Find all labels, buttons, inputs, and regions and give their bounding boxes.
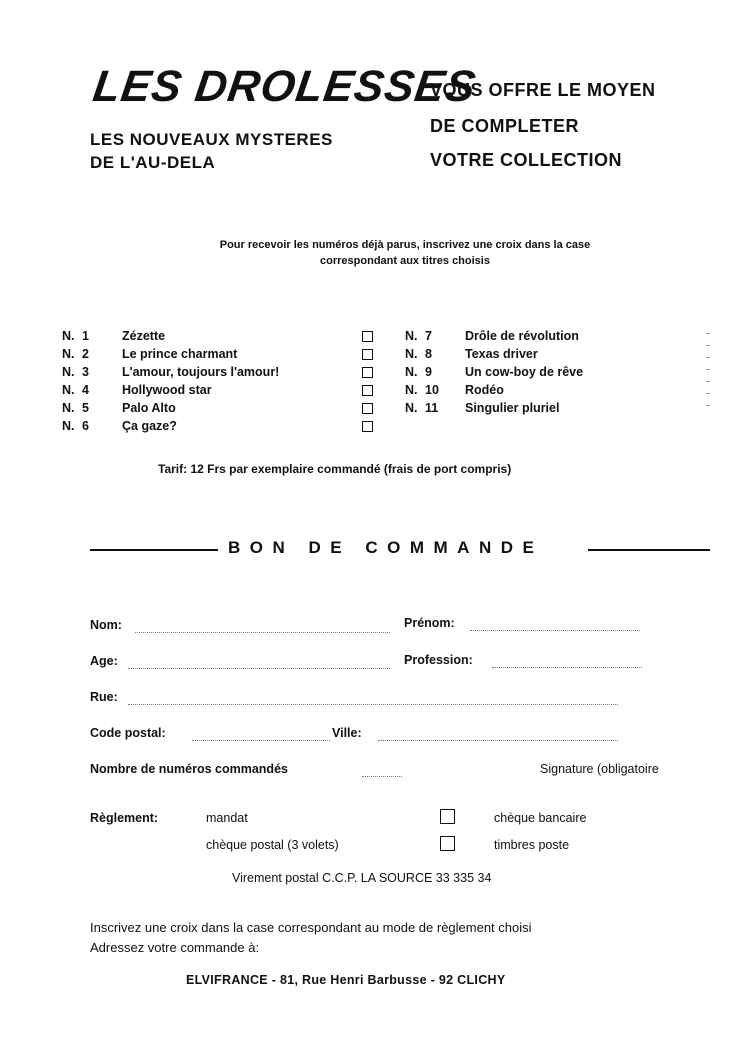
timbres-label: timbres poste [494,838,570,852]
footer-line-1: Inscrivez une croix dans la case correspondant au mode de règlement choisi [90,920,532,935]
list-item: N. 8 Texas driver [405,347,538,361]
age-field[interactable] [128,668,390,669]
nombre-field[interactable] [362,776,402,777]
footer-line-2: Adressez votre commande à: [90,940,260,955]
offer-line-1: VOUS OFFRE LE MOYEN [430,80,656,100]
offer-line-3: VOTRE COLLECTION [430,150,622,170]
profession-field[interactable] [492,667,642,668]
mandat-label: mandat [206,811,248,825]
list-item: N. 1 Zézette [62,327,392,345]
title-checkbox[interactable] [362,403,373,414]
code-postal-label: Code postal: [90,726,166,740]
virement-text: Virement postal C.C.P. LA SOURCE 33 335 34 [232,871,492,885]
title-label: Palo Alto [122,401,176,415]
title-label: Texas driver [465,347,538,361]
signature-label: Signature (obligatoire [540,762,659,776]
rue-label: Rue: [90,690,118,704]
cheque-postal-checkbox[interactable] [440,836,455,851]
tarif-text: Tarif: 12 Frs par exemplaire commandé (frais de port compris) [158,462,512,476]
prenom-field[interactable] [470,630,640,631]
age-label: Age: [90,654,118,668]
code-postal-field[interactable] [192,740,330,741]
title-checkbox[interactable] [362,367,373,378]
titles-left-list [62,327,392,435]
list-item: N. 3 L'amour, toujours l'amour! [62,363,392,381]
ville-label: Ville: [332,726,362,740]
rue-field[interactable] [128,704,618,705]
titles-right-list [405,327,705,417]
title-checkbox[interactable] [362,421,373,432]
title-label: Un cow-boy de rêve [465,365,584,379]
list-item: N. 2 Le prince charmant [62,345,392,363]
list-item: N. 4 Hollywood star [62,381,392,399]
title-label: Hollywood star [122,383,212,397]
divider-left [90,549,218,551]
nom-label: Nom: [90,618,122,632]
list-item: N. 6 Ça gaze? [62,417,392,435]
ville-field[interactable] [378,740,618,741]
title-checkbox[interactable] [362,331,373,342]
list-item: N. 11 Singulier pluriel [405,401,560,415]
address: ELVIFRANCE - 81, Rue Henri Barbusse - 92 CLICHY [186,973,506,987]
profession-label: Profession: [404,653,473,667]
logo: LES DROLESSES [90,62,480,111]
prenom-label: Prénom: [404,616,455,630]
mandat-checkbox[interactable] [440,809,455,824]
title-label: Drôle de révolution [465,329,579,343]
title-checkbox[interactable] [362,385,373,396]
order-form-title: BON DE COMMANDE [228,538,544,557]
title-label: Singulier pluriel [465,401,560,415]
list-item: N. 10 Rodéo [405,383,504,397]
list-item: N. 5 Palo Alto [62,399,392,417]
instructions-line-2: correspondant aux titres choisis [320,255,490,267]
subtitle-line-2: DE L'AU-DELA [90,153,216,172]
title-checkbox[interactable] [362,349,373,360]
list-item: N. 9 Un cow-boy de rêve [405,365,584,379]
instructions [105,237,705,269]
title-label: Zézette [122,329,166,343]
instructions-line-1: Pour recevoir les numéros déjà parus, inscrivez une croix dans la case [219,239,591,251]
nombre-label: Nombre de numéros commandés [90,762,288,776]
cheque-bancaire-label: chèque bancaire [494,811,587,825]
cheque-postal-label: chèque postal (3 volets) [206,838,339,852]
title-label: L'amour, toujours l'amour! [122,365,280,379]
title-label: Ça gaze? [122,419,177,433]
nom-field[interactable] [135,632,390,633]
title-label: Le prince charmant [122,347,238,361]
reglement-label: Règlement: [90,811,159,825]
subtitle-line-1: LES NOUVEAUX MYSTERES [90,130,333,149]
title-label: Rodéo [465,383,504,397]
divider-right [588,549,710,551]
list-item: N. 7 Drôle de révolution [405,329,579,343]
offer-line-2: DE COMPLETER [430,116,580,136]
